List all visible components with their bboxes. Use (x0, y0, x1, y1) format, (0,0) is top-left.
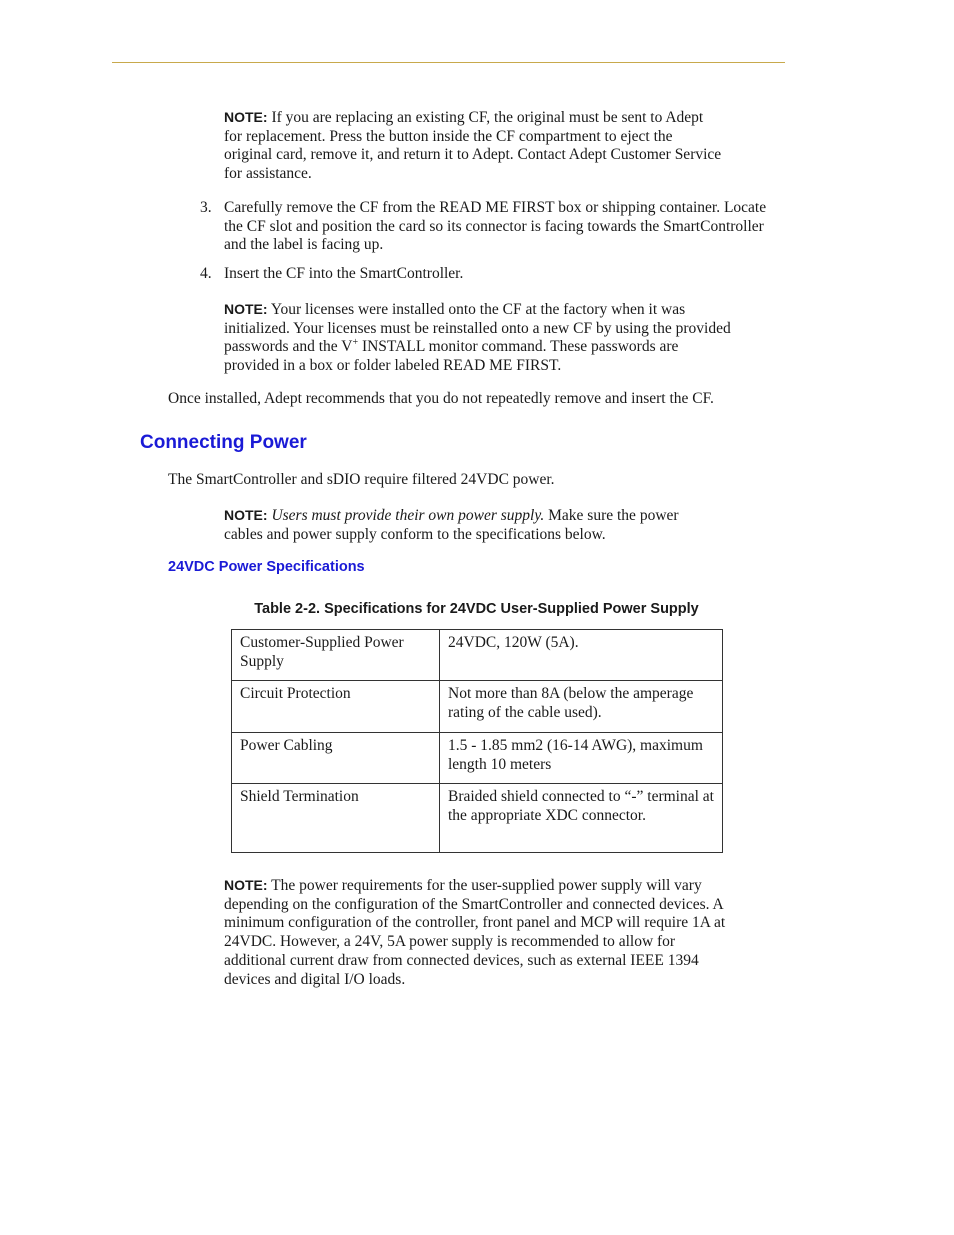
para-once-installed: Once installed, Adept recommends that you do not repeatedly remove and insert the CF. (168, 390, 714, 407)
table-cell-label: Shield Termination (232, 784, 440, 853)
table-cell-label: Circuit Protection (232, 681, 440, 732)
note-label: NOTE: (224, 507, 268, 523)
step-text: Carefully remove the CF from the READ ME FIRST box or shipping container. Locate the CF slot and position the card so its connector is facing towards the SmartController and the label is facing up. (224, 199, 767, 254)
note-replace-cf (224, 108, 724, 184)
table-cell-value: Not more than 8A (below the amperage rating of the cable used). (440, 681, 723, 732)
note-text: If you are replacing an existing CF, the original must be sent to Adept for replacement. Press the button inside the CF compartment to eject the original card, remove it, and return it to Adept. Contact Adept Customer Service for assistance. (224, 109, 722, 183)
subheading-power-specs: 24VDC Power Specifications (168, 559, 365, 575)
step-text: Insert the CF into the SmartController. (224, 265, 464, 282)
note-text-a: Your licenses were installed onto the CF at the factory when it was initialized. Your licenses must be reinstalled onto a new CF by using the provided passwords and the V (224, 301, 731, 356)
list-item-step-3 (200, 199, 769, 255)
superscript-plus: + (352, 337, 359, 349)
table-caption: Table 2-2. Specifications for 24VDC User-Supplied Power Supply (254, 601, 699, 617)
table-cell-label: Power Cabling (232, 732, 440, 783)
step-number: 3. (200, 199, 212, 216)
note-power-requirements (224, 876, 729, 989)
note-label: NOTE: (224, 301, 268, 317)
note-power-supply (224, 506, 714, 544)
table-cell-value: 1.5 - 1.85 mm2 (16-14 AWG), maximum length 10 meters (440, 732, 723, 783)
list-item-step-4 (200, 265, 769, 284)
table-row (232, 630, 723, 681)
table-row (232, 732, 723, 783)
note-text: Make sure the power cables and power supply conform to the specifications below. (224, 507, 679, 543)
spec-table (231, 629, 723, 853)
step-number: 4. (200, 265, 212, 282)
table-row (232, 784, 723, 853)
table-row (232, 681, 723, 732)
note-label: NOTE: (224, 877, 268, 893)
table-cell-value: 24VDC, 120W (5A). (440, 630, 723, 681)
note-text: The power requirements for the user-supplied power supply will vary depending on the configuration of the SmartController and connected devices. A minimum configuration of the controller, front panel and MCP will require 1A at 24VDC. However, a 24V, 5A power supply is recommended to allow for additional current draw from connected devices, such as external IEEE 1394 devices and digital I/O loads. (224, 877, 726, 988)
header-rule (112, 62, 785, 63)
table-cell-label: Customer-Supplied Power Supply (232, 630, 440, 681)
note-licenses (224, 300, 734, 376)
note-label: NOTE: (224, 109, 268, 125)
heading-connecting-power: Connecting Power (140, 432, 307, 453)
table-cell-value: Braided shield connected to “-” terminal at the appropriate XDC connector. (440, 784, 723, 853)
para-power-requirement: The SmartController and sDIO require filtered 24VDC power. (168, 471, 555, 488)
note-text-b: INSTALL monitor command. These passwords are provided in a box or folder labeled READ ME FIRST. (224, 338, 679, 375)
note-italic: Users must provide their own power supply. (267, 507, 545, 524)
